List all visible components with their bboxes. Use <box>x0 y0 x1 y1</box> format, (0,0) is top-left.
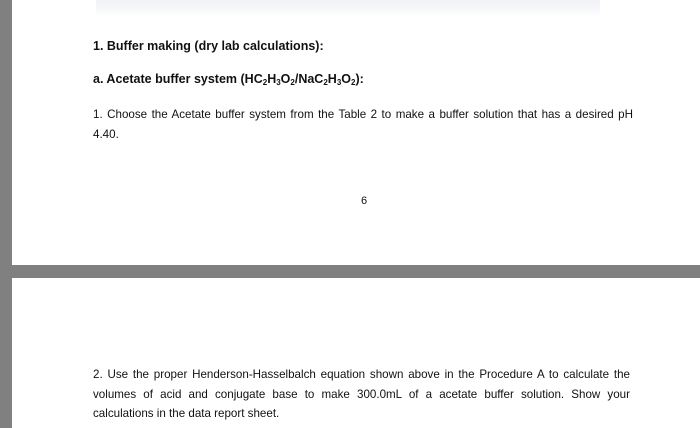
subscript: 2 <box>351 78 356 87</box>
formula-text: O <box>341 72 352 86</box>
subsection-heading <box>93 73 364 86</box>
subscript: 2 <box>290 78 295 87</box>
formula-text: H <box>267 72 277 86</box>
subscript: 3 <box>276 78 281 87</box>
subscript: 2 <box>262 78 268 87</box>
formula-text: /NaC <box>294 72 324 86</box>
subsection-heading-prefix: a. Acetate buffer system (HC <box>93 72 263 86</box>
formula-text: O <box>280 72 291 86</box>
question-1-text: 1. Choose the Acetate buffer system from the Table 2 to make a buffer solution that has a desired pH 4.40. <box>93 108 633 141</box>
page-number: 6 <box>361 195 368 207</box>
subscript: 3 <box>336 78 342 87</box>
formula-text: ): <box>355 72 364 86</box>
formula-text: H <box>327 72 337 86</box>
question-2-text: 2. Use the proper Henderson-Hasselbalch equation shown above in the Procedure A to calculate the volumes of acid and conjugate base to make 300.0mL of a acetate buffer solution. Show your calculations in the data report sheet. <box>93 368 630 420</box>
subscript: 2 <box>323 78 328 87</box>
document-page-top <box>12 0 700 265</box>
document-page-bottom <box>12 278 700 428</box>
section-heading: 1. Buffer making (dry lab calculations): <box>93 39 324 53</box>
blurred-header-strip <box>96 0 600 16</box>
